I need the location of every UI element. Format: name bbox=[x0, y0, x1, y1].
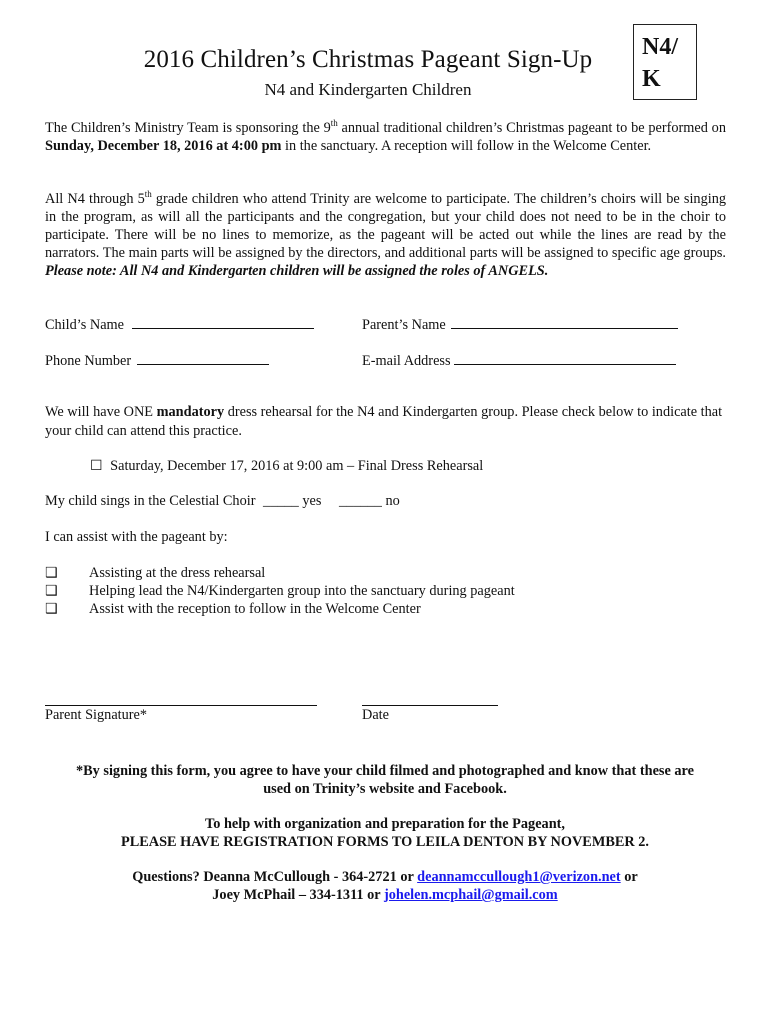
parent-name-blank[interactable] bbox=[451, 314, 678, 329]
intro-paragraph-2: All N4 through 5th grade children who attend Trinity are welcome to participate. The children’s choirs will be singing in the program, as will all the participants and the congregation, but your child does not need to be in the choir to participate. There will be no lines to memorize, as the pageant will be acted out while the lines are read by the narrators. The main parts will be assigned by the directors, and additional parts will be assigned to specific age groups. Please note: All N4 and Kindergarten children will be assigned the roles of ANGELS. bbox=[45, 189, 726, 279]
date-label: Date bbox=[362, 707, 389, 723]
intro-paragraph-1: The Children’s Ministry Team is sponsoring the 9th annual traditional children’s Christmas pageant to be performed on Sunday, December 18, 2016 at 4:00 pm in the sanctuary. A reception will follow in the Welcome Center. bbox=[45, 118, 726, 154]
consent-notice: *By signing this form, you agree to have your child filmed and photographed and know that these are used on Trinity’s website and Facebook. bbox=[75, 763, 694, 797]
assist-checkbox[interactable]: ❑ bbox=[45, 565, 58, 581]
choir-yes-label: yes bbox=[302, 493, 322, 509]
email-label: E-mail Address bbox=[362, 353, 451, 369]
assist-item[interactable]: ❑ Assist with the reception to follow in the Welcome Center bbox=[45, 601, 421, 617]
parent-signature-label: Parent Signature* bbox=[45, 707, 148, 723]
choir-question bbox=[45, 493, 400, 510]
child-name-label: Child’s Name bbox=[45, 317, 125, 333]
parent-signature-line[interactable] bbox=[45, 705, 317, 706]
assist-item[interactable]: ❑ Helping lead the N4/Kindergarten group into the sanctuary during pageant bbox=[45, 583, 515, 599]
email-blank[interactable] bbox=[454, 350, 676, 365]
group-code-box bbox=[633, 24, 697, 100]
contact-info: Questions? Deanna McCullough - 364-2721 or deannamccullough1@verizon.net or Joey McPhail – 334-1311 or johelen.mcphail@gmail.com bbox=[132, 869, 638, 903]
date-line[interactable] bbox=[362, 705, 498, 706]
rehearsal-paragraph: We will have ONE mandatory dress rehearsal for the N4 and Kindergarten group. Please check below to indicate that your child can attend this practice. bbox=[45, 404, 723, 439]
choir-yes-blank[interactable]: _____ bbox=[263, 493, 299, 509]
group-code-line1: N4/ bbox=[642, 34, 678, 60]
email-link-joey[interactable]: johelen.mcphail@gmail.com bbox=[383, 887, 558, 903]
group-code-line2: K bbox=[642, 66, 661, 92]
page-title: 2016 Children’s Christmas Pageant Sign-Up bbox=[143, 46, 593, 73]
rehearsal-option[interactable] bbox=[90, 458, 483, 475]
phone-field[interactable] bbox=[45, 350, 269, 370]
assist-label: I can assist with the pageant by: bbox=[45, 529, 228, 545]
assist-item[interactable]: ❑ Assisting at the dress rehearsal bbox=[45, 565, 266, 581]
child-name-field[interactable] bbox=[45, 314, 314, 334]
assist-list bbox=[45, 564, 515, 618]
rehearsal-checkbox[interactable]: ☐ bbox=[90, 458, 103, 474]
phone-blank[interactable] bbox=[137, 350, 269, 365]
email-field[interactable] bbox=[362, 350, 676, 370]
rehearsal-option-label: Saturday, December 17, 2016 at 9:00 am – Final Dress Rehearsal bbox=[110, 458, 484, 474]
choir-no-blank[interactable]: ______ bbox=[339, 493, 382, 509]
page-subtitle: N4 and Kindergarten Children bbox=[264, 80, 472, 99]
phone-label: Phone Number bbox=[45, 353, 132, 369]
parent-name-label: Parent’s Name bbox=[362, 317, 446, 333]
assist-checkbox[interactable]: ❑ bbox=[45, 583, 58, 599]
choir-label: My child sings in the Celestial Choir bbox=[45, 493, 256, 509]
email-link-deanna[interactable]: deannamccullough1@verizon.net bbox=[417, 869, 621, 885]
registration-notice: To help with organization and preparation for the Pageant, PLEASE HAVE REGISTRATION FORMS TO LEILA DENTON BY NOVEMBER 2. bbox=[120, 816, 650, 850]
parent-name-field[interactable] bbox=[362, 314, 678, 334]
assist-checkbox[interactable]: ❑ bbox=[45, 601, 58, 617]
choir-no-label: no bbox=[385, 493, 400, 509]
child-name-blank[interactable] bbox=[132, 314, 314, 329]
